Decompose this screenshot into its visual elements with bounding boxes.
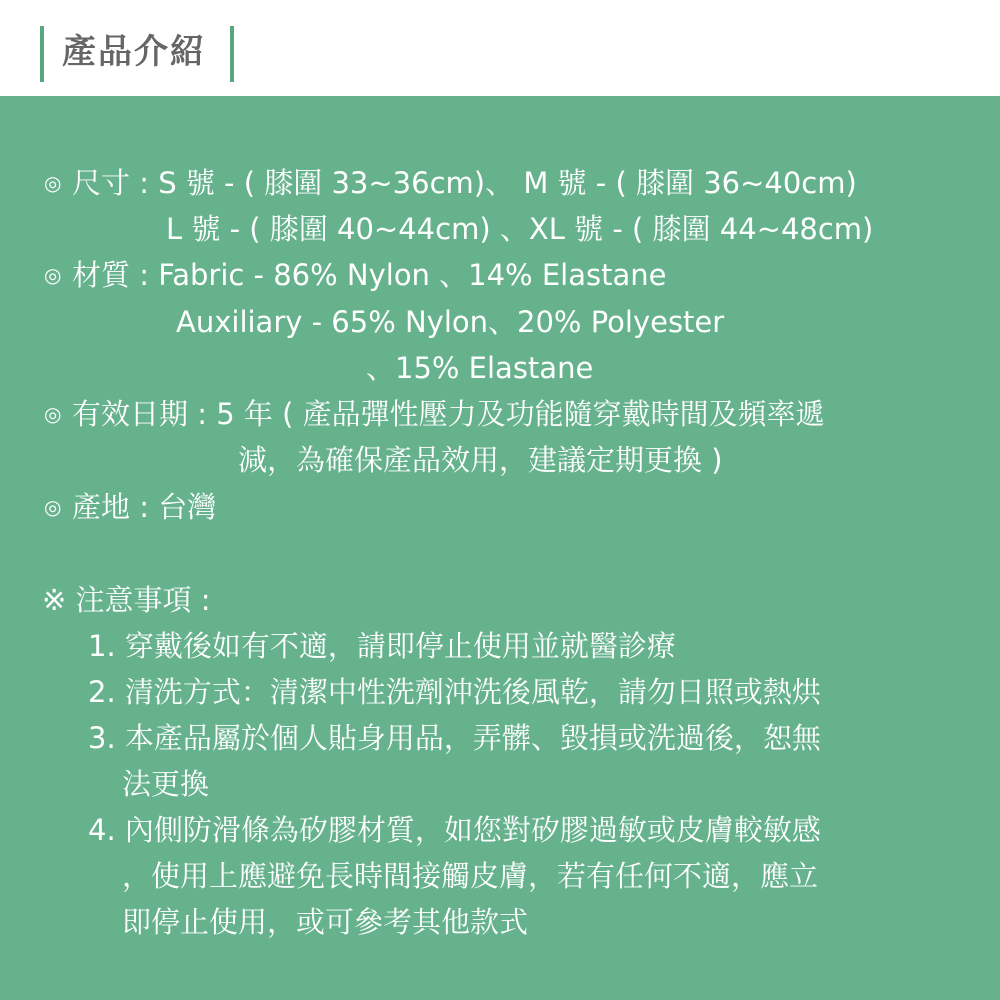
size-line-1: 尺寸 : S 號 - ( 膝圍 33~36cm)、 M 號 - ( 膝圍 36~40cm) <box>72 166 857 200</box>
note-item-1: 1. 穿戴後如有不適，請即停止使用並就醫診療 <box>88 629 676 663</box>
title-bar-right <box>230 26 234 82</box>
title-bar-left <box>40 26 44 82</box>
note-item-4-line-2: ，使用上應避免長時間接觸皮膚，若有任何不適，應立 <box>122 859 819 893</box>
note-item-3-line-2: 法更換 <box>122 767 210 801</box>
note-item-4-line-3: 即停止使用，或可參考其他款式 <box>122 905 529 939</box>
bullet-icon: ◎ <box>44 263 62 287</box>
note-item-4-line-1: 4. 內側防滑條為矽膠材質，如您對矽膠過敏或皮膚較敏感 <box>88 813 821 847</box>
note-item-3-line-1: 3. 本產品屬於個人貼身用品，弄髒、毀損或洗過後，恕無 <box>88 721 821 755</box>
size-line-2: L 號 - ( 膝圍 40~44cm) 、XL 號 - ( 膝圍 44~48cm) <box>166 212 874 246</box>
origin-line: 產地 : 台灣 <box>72 490 217 524</box>
material-line-3: 、15% Elastane <box>366 351 594 385</box>
page-title: 產品介紹 <box>62 32 206 72</box>
validity-line-1: 有效日期 : 5 年 ( 產品彈性壓力及功能隨穿戴時間及頻率遞 <box>72 397 825 431</box>
note-item-2: 2. 清洗方式：清潔中性洗劑沖洗後風乾，請勿日照或熱烘 <box>88 675 821 709</box>
header <box>0 0 1000 96</box>
bullet-icon: ◎ <box>44 495 62 519</box>
material-line-1: 材質 : Fabric - 86% Nylon 、14% Elastane <box>72 258 667 292</box>
bullet-icon: ◎ <box>44 171 62 195</box>
notes-heading: ※ 注意事項 : <box>42 583 211 617</box>
bullet-icon: ◎ <box>44 402 62 426</box>
material-line-2: Auxiliary - 65% Nylon、20% Polyester <box>176 305 725 339</box>
validity-line-2: 減，為確保產品效用，建議定期更換 ) <box>238 443 723 477</box>
